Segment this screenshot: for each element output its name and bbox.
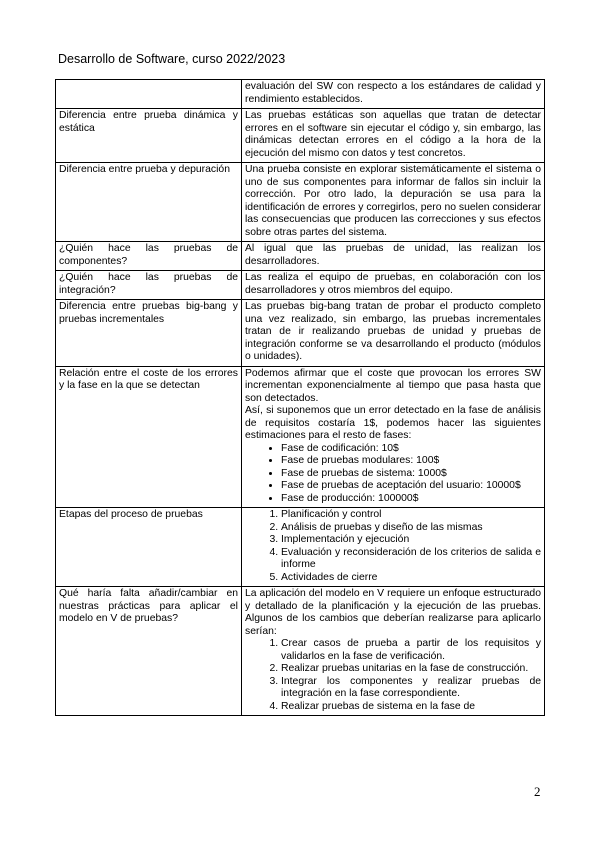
list-item: 4. Realizar pruebas de sistema en la fase de xyxy=(281,701,541,714)
answer-cell: Una prueba consiste en explorar sistemáticamente el sistema o uno de sus componentes para informar de fallos sin incluir la corrección. Por otro lado, la depuración se usa para la identificación de errores y corregirlos, pero no suelen considerar las consecuencias que producen las correcciones y sus efectos sobre otras partes del sistema. xyxy=(242,163,545,242)
table-row-stages xyxy=(56,508,545,587)
question-cell: Qué haría falta añadir/cambiar en nuestras prácticas para aplicar el modelo en V de pruebas? xyxy=(56,587,242,716)
question-cell xyxy=(56,80,242,109)
list-item: • Fase de codificación: 10$ xyxy=(281,443,541,456)
stages-numbered-list xyxy=(245,509,541,584)
table-row xyxy=(56,109,545,163)
question-cell: Diferencia entre prueba dinámica y estática xyxy=(56,109,242,163)
question-cell: Relación entre el coste de los errores y la fase en la que se detectan xyxy=(56,366,242,508)
question-cell: ¿Quién hace las pruebas de componentes? xyxy=(56,242,242,271)
list-item: 5. Actividades de cierre xyxy=(281,572,541,585)
answer-cell: Las realiza el equipo de pruebas, en colaboración con los desarrolladores y otros miembros del equipo. xyxy=(242,271,545,300)
qa-table xyxy=(55,79,545,716)
answer-cell xyxy=(242,508,545,587)
page-header: Desarrollo de Software, curso 2022/2023 xyxy=(58,52,286,66)
question-cell: Diferencia entre prueba y depuración xyxy=(56,163,242,242)
list-item: • Fase de pruebas de aceptación del usuario: 10000$ xyxy=(281,480,541,493)
table-row xyxy=(56,163,545,242)
list-item: 2. Realizar pruebas unitarias en la fase de construcción. xyxy=(281,663,541,676)
question-cell: Etapas del proceso de pruebas xyxy=(56,508,242,587)
question-cell: Diferencia entre pruebas big-bang y pruebas incrementales xyxy=(56,300,242,367)
page-number: 2 xyxy=(534,784,541,799)
list-item: 3. Implementación y ejecución xyxy=(281,534,541,547)
answer-cell xyxy=(242,366,545,508)
answer-cell: Las pruebas big-bang tratan de probar el producto completo una vez realizado, sin embargo, las pruebas incrementales tratan de ir realizando pruebas de unidad y pruebas de integración conforme se va desarrollando el producto (módulos o unidades). xyxy=(242,300,545,367)
answer-paragraph: Así, si suponemos que un error detectado en la fase de análisis de requisitos costaría 1$, podemos hacer las siguientes estimaciones para el resto de fases: xyxy=(245,405,541,441)
vmodel-numbered-list xyxy=(245,638,541,713)
list-item: 1. Crear casos de prueba a partir de los requisitos y validarlos en la fase de verificación. xyxy=(281,638,541,663)
question-cell: ¿Quién hace las pruebas de integración? xyxy=(56,271,242,300)
table-row xyxy=(56,300,545,367)
cost-bullet-list xyxy=(245,443,541,506)
list-item: • Fase de pruebas de sistema: 1000$ xyxy=(281,468,541,481)
table-row xyxy=(56,80,545,109)
table-row xyxy=(56,242,545,271)
table-row-vmodel xyxy=(56,587,545,716)
list-item: • Fase de pruebas modulares: 100$ xyxy=(281,455,541,468)
list-item: 3. Integrar los componentes y realizar pruebas de integración en la fase correspondiente. xyxy=(281,676,541,701)
answer-paragraph: La aplicación del modelo en V requiere un enfoque estructurado y detallado de la planificación y la ejecución de las pruebas. Algunos de los cambios que deberían realizarse para aplicarlo serían: xyxy=(245,588,541,637)
list-item: 4. Evaluación y reconsideración de los criterios de salida e informe xyxy=(281,547,541,572)
list-item: • Fase de producción: 100000$ xyxy=(281,493,541,506)
list-item: 1. Planificación y control xyxy=(281,509,541,522)
table-row xyxy=(56,271,545,300)
answer-cell: Las pruebas estáticas son aquellas que tratan de detectar errores en el software sin ejecutar el código y, sin embargo, las dinámicas detectan errores en el código a la hora de la ejecución del mismo con datos y test concretos. xyxy=(242,109,545,163)
answer-cell: evaluación del SW con respecto a los estándares de calidad y rendimiento establecidos. xyxy=(242,80,545,109)
table-row-cost xyxy=(56,366,545,508)
list-item: 2. Análisis de pruebas y diseño de las mismas xyxy=(281,522,541,535)
answer-paragraph: Podemos afirmar que el coste que provocan los errores SW incrementan exponencialmente al tiempo que pasa hasta que son detectados. xyxy=(245,367,541,404)
answer-cell: Al igual que las pruebas de unidad, las realizan los desarrolladores. xyxy=(242,242,545,271)
answer-cell xyxy=(242,587,545,716)
